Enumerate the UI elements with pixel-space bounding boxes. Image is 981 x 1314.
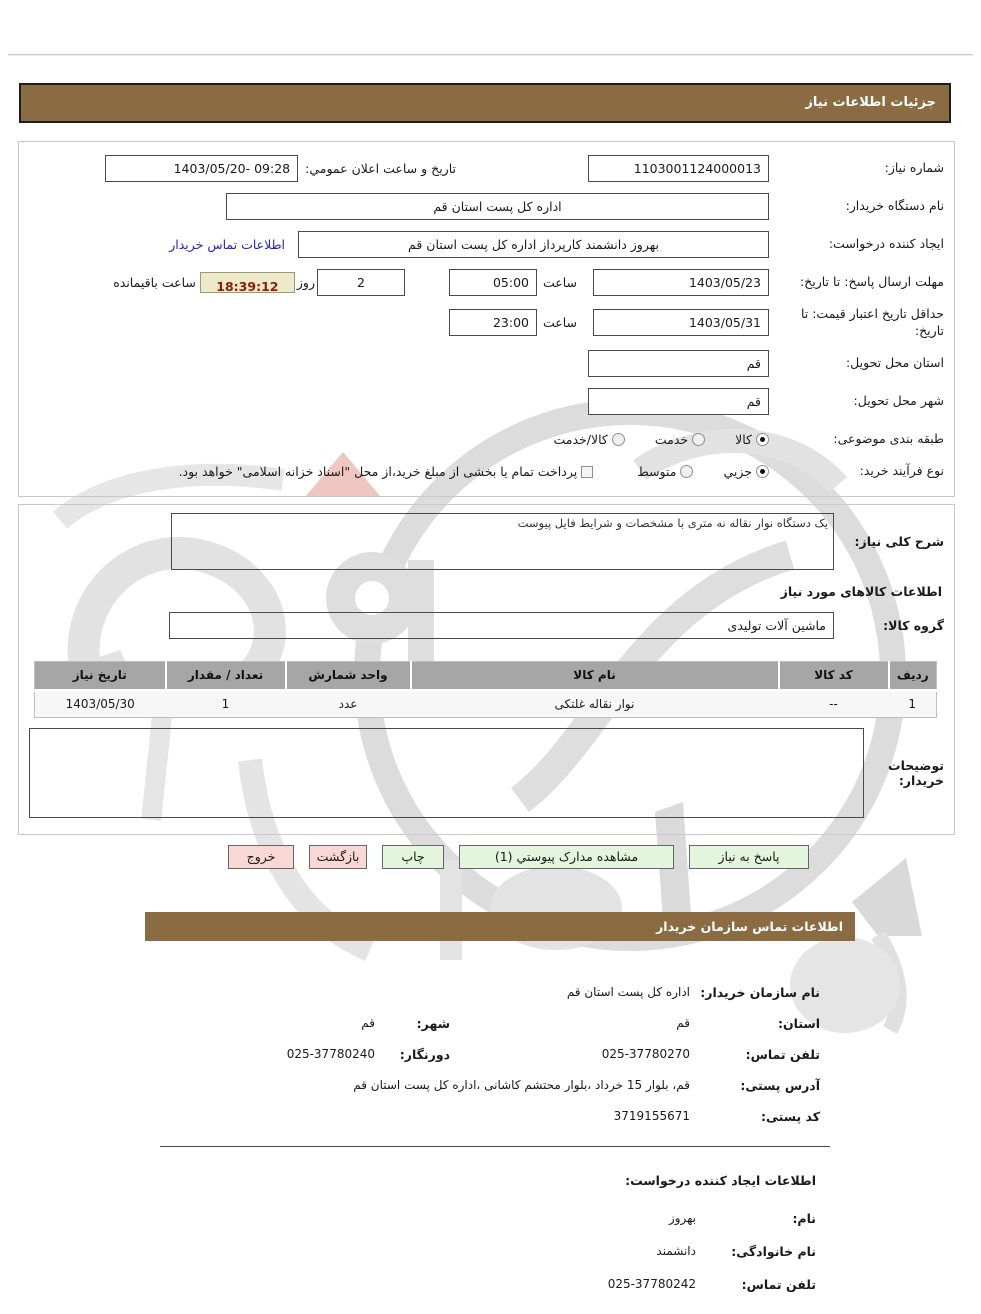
purchase-process-label: نوع فرآیند خرید: — [859, 463, 944, 479]
buyer-notes-label: توضیحات خریدار: — [888, 757, 944, 788]
cell-row-number: 1 — [889, 690, 937, 717]
contact-org-label: نام سازمان خریدار: — [700, 984, 820, 1000]
need-description-label: شرح کلی نیاز: — [854, 533, 944, 549]
announce-datetime-label: تاریخ و ساعت اعلان عمومي: — [305, 160, 456, 176]
need-number-label: شماره نیاز: — [884, 159, 944, 175]
request-creator-field[interactable]: بهروز دانشمند کارپرداز اداره کل پست استان قم — [298, 231, 769, 258]
contact-fax-label: دورنگار: — [399, 1046, 450, 1062]
contact-province-label: استان: — [777, 1015, 820, 1031]
back-button[interactable]: بازگشت — [309, 845, 367, 869]
cell-quantity: 1 — [166, 690, 286, 717]
creator-phone-label: تلفن تماس: — [741, 1276, 816, 1292]
radio-medium-label: متوسط — [637, 464, 677, 480]
request-creator-section — [0, 1173, 981, 1301]
radio-goods-service-label: کالا/خدمت — [553, 432, 608, 448]
treasury-checkbox-label: پرداخت تمام یا بخشی از مبلغ خرید،از محل "اسناد خزانه اسلامی" خواهد بود. — [178, 464, 578, 480]
row-price-validity — [27, 306, 944, 340]
goods-group-field[interactable]: ماشین آلات تولیدی — [169, 612, 834, 639]
page-title-bar: جزئیات اطلاعات نیاز — [19, 83, 951, 123]
radio-minor-label: جزيي — [723, 464, 752, 480]
radio-goods-service[interactable] — [612, 433, 625, 446]
row-goods-group — [27, 612, 944, 639]
section-divider — [160, 1146, 830, 1147]
row-delivery-city — [27, 388, 944, 416]
need-info-panel — [18, 141, 955, 497]
creator-last-name-label: نام خانوادگی: — [731, 1243, 816, 1259]
need-description-textarea[interactable]: یک دستگاه نوار نقاله نه متری با مشخصات و شرایط فایل پیوست — [171, 513, 834, 570]
contact-phone-value: 025-37780270 — [601, 1047, 690, 1062]
cell-count-unit: عدد — [286, 690, 411, 717]
announce-datetime-field[interactable]: 1403/05/20- 09:28 — [105, 155, 298, 182]
contact-address-label: آدرس پستی: — [740, 1077, 820, 1093]
contact-address-value: قم، بلوار 15 خرداد ،بلوار محتشم کاشانی ،اداره کل پست استان قم — [353, 1078, 690, 1093]
contact-phone-label: تلفن تماس: — [745, 1046, 820, 1062]
row-need-description — [27, 513, 944, 570]
goods-group-label: گروه کالا: — [883, 617, 944, 633]
print-button[interactable]: چاپ — [382, 845, 444, 869]
radio-medium[interactable] — [680, 465, 693, 478]
row-delivery-province — [27, 350, 944, 378]
day-unit-label: روز — [296, 274, 315, 290]
delivery-province-label: استان محل تحویل: — [845, 355, 944, 371]
creator-first-name-label: نام: — [792, 1210, 816, 1226]
cell-item-name: نوار نقاله غلتکی — [411, 690, 779, 717]
buyer-org-field[interactable]: اداره کل پست استان قم — [226, 193, 769, 220]
row-buyer-org — [27, 192, 944, 220]
delivery-city-label: شهر محل تحویل: — [853, 393, 944, 409]
cell-need-date: 1403/05/30 — [35, 690, 166, 717]
contact-city-value: قم — [361, 1016, 375, 1031]
buyer-contact-title-bar: اطلاعات تماس سازمان خریدار — [145, 912, 855, 941]
row-purchase-process — [27, 458, 944, 486]
remaining-days-field[interactable]: 2 — [317, 269, 405, 296]
buyer-org-label: نام دستگاه خریدار: — [845, 197, 944, 213]
deadline-time-field[interactable]: 05:00 — [449, 269, 537, 296]
delivery-city-field[interactable]: قم — [588, 388, 769, 415]
creator-phone-value: 025-37780242 — [607, 1277, 696, 1292]
row-subject-classification — [27, 426, 944, 454]
radio-goods[interactable] — [756, 433, 769, 446]
contact-org-value: اداره کل پست استان قم — [566, 985, 690, 1000]
action-buttons-row — [0, 845, 981, 869]
request-creator-heading: اطلاعات ایجاد کننده درخواست: — [625, 1172, 816, 1188]
deadline-hour-label: ساعت — [542, 274, 577, 290]
col-item-code: کد کالا — [779, 661, 889, 690]
price-validity-label: حداقل تاریخ اعتبار قیمت: تا تاریخ: — [800, 306, 944, 338]
validity-time-field[interactable]: 23:00 — [449, 309, 537, 336]
deadline-date-field[interactable]: 1403/05/23 — [593, 269, 769, 296]
countdown-timer: 18:39:12 — [200, 272, 295, 293]
radio-minor[interactable] — [756, 465, 769, 478]
treasury-checkbox[interactable] — [581, 466, 593, 478]
need-number-field[interactable]: 1103001124000013 — [588, 155, 769, 182]
remaining-hours-label: ساعت باقیمانده — [113, 274, 196, 290]
col-quantity: تعداد / مقدار — [166, 661, 286, 690]
col-need-date: تاریخ نیاز — [35, 661, 166, 690]
radio-goods-label: کالا — [735, 432, 752, 448]
creator-first-name-value: بهروز — [668, 1211, 696, 1226]
contact-province-value: قم — [676, 1016, 690, 1031]
buyer-notes-textarea[interactable] — [29, 728, 864, 818]
row-request-creator — [27, 230, 944, 258]
row-need-number — [27, 154, 944, 182]
col-item-name: نام کالا — [411, 661, 779, 690]
respond-to-need-button[interactable]: پاسخ به نیاز — [689, 845, 809, 869]
delivery-province-field[interactable]: قم — [588, 350, 769, 377]
buyer-contact-link[interactable]: اطلاعات تماس خریدار — [169, 236, 285, 252]
buyer-contact-section — [0, 977, 981, 1132]
radio-service-label: خدمت — [654, 432, 689, 448]
response-deadline-label: مهلت ارسال پاسخ: تا تاریخ: — [799, 273, 944, 289]
row-response-deadline — [27, 268, 944, 296]
contact-postal-value: 3719155671 — [613, 1109, 690, 1124]
need-description-panel — [18, 504, 955, 835]
goods-table-header-row — [35, 661, 937, 690]
top-divider — [8, 54, 973, 56]
contact-city-label: شهر: — [416, 1015, 450, 1031]
col-count-unit: واحد شمارش — [286, 661, 411, 690]
creator-last-name-value: دانشمند — [656, 1244, 696, 1259]
goods-table — [34, 661, 937, 718]
request-creator-label: ایجاد کننده درخواست: — [828, 235, 944, 251]
cell-item-code: -- — [779, 690, 889, 717]
view-attachments-button[interactable]: مشاهده مدارک پیوستي (1) — [459, 845, 674, 869]
contact-fax-value: 025-37780240 — [286, 1047, 375, 1062]
contact-postal-label: کد پستی: — [760, 1108, 820, 1124]
subject-classification-label: طبقه بندی موضوعی: — [833, 431, 944, 447]
row-buyer-notes — [27, 728, 944, 818]
exit-button[interactable]: خروج — [228, 845, 294, 869]
col-row-number: ردیف — [889, 661, 937, 690]
radio-service[interactable] — [692, 433, 705, 446]
goods-table-row[interactable] — [35, 690, 937, 717]
goods-info-heading: اطلاعات کالاهای مورد نیاز — [780, 583, 942, 599]
validity-date-field[interactable]: 1403/05/31 — [593, 309, 769, 336]
validity-hour-label: ساعت — [542, 315, 577, 331]
